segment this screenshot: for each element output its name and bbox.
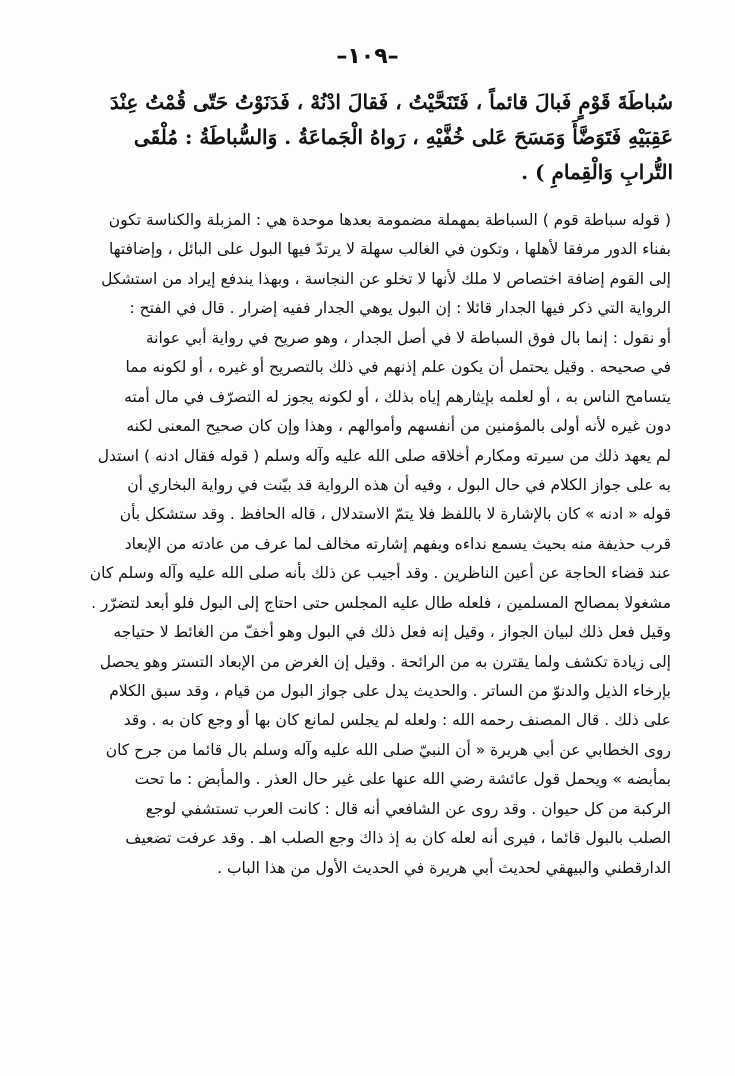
scan-bleed-through xyxy=(60,1012,675,1026)
hadith-line: سُباطَةَ قَوْمٍ فَبالَ قائماً ، فَتَنَحَّيْتُ ، فَقالَ ادْنُهْ ، فَدَنَوْتُ حَتّى قُمْتُ عِنْدَ xyxy=(109,90,673,114)
commentary-line: على ذلك . قال المصنف رحمه الله : ولعله لم يجلس لمانع كان بها أو وجع كان به . وقد xyxy=(123,711,671,730)
commentary-line: بمأبضه » ويحمل قول عائشة رضي الله عنها على غير حال العذر . والمأبض : ما تحت xyxy=(134,770,671,789)
commentary-line: إلى زيادة تكشف ولما يقترن به من الرائحة . وقيل إن الغرض من الإبعاد التستر وهو يحصل xyxy=(99,652,671,671)
hadith-line: التُّرابِ وَالْقِمامِ ) . xyxy=(521,160,673,184)
commentary-line: قرب حذيفة منه بحيث يسمع نداءه ويفهم إشارته مخالف لما عرف من عادته من الإبعاد xyxy=(124,534,671,553)
page-number: –١٠٩– xyxy=(336,44,399,69)
commentary-text-block xyxy=(61,206,671,883)
commentary-line: أو نقول : إنما بال فوق السباطة لا في أصل الجدار ، وهو صريح في رواية أبي عوانة xyxy=(145,328,671,347)
commentary-line: الدارقطني والبيهقي لحديث أبي هريرة في الحديث الأول من هذا الباب . xyxy=(217,858,671,877)
hadith-line: عَقِبَيْهِ فَتَوَضَّأَ وَمَسَحَ عَلى خُفَّيْهِ ، رَواهُ الْجَماعَةُ . وَالسُّباطَةُ : مُلْقَى xyxy=(133,125,673,149)
commentary-line: لم يعهد ذلك من سيرته ومكارم أخلاقه صلى الله عليه وآله وسلم ( قوله فقال ادنه ) استدل xyxy=(97,446,671,465)
commentary-line: ( قوله سباطة قوم ) السباطة بمهملة مضمومة بعدها موحدة هي : المزبلة والكناسة تكون xyxy=(108,211,671,229)
commentary-line: به على جواز الكلام في حال البول ، وفيه أن هذه الرواية قد بيّنت في رواية البخاري أن xyxy=(127,475,671,494)
commentary-line: مشغولا بمصالح المسلمين ، فلعله طال عليه المجلس حتى احتاج إلى البول فلو أبعد لتضرّر . xyxy=(91,593,671,612)
commentary-line: بفناء الدور مرفقا لأهلها ، وتكون في الغالب سهلة لا يرتدّ فيها البول على البائل ، وإضافتها xyxy=(109,240,671,259)
commentary-line: روى الخطابي عن أبي هريرة « أن النبيّ صلى الله عليه وآله وسلم بال قائما من جرح كان xyxy=(105,740,671,759)
commentary-line: بإرخاء الذيل والدنوّ من الساتر . والحديث يدل على جواز البول من قيام ، وقد سبق الكلام xyxy=(109,682,671,700)
commentary-line: وقيل فعل ذلك لبيان الجواز ، وقيل إنه فعل ذلك في البول وهو أخفّ من الغائط لا حتياجه xyxy=(113,623,671,642)
commentary-line: قوله « ادنه » كان بالإشارة لا باللفظ فلا يتمّ الاستدلال ، قاله الحافظ . وقد ستشكل بأن xyxy=(119,505,671,524)
commentary-line: الركبة من كل حيوان . وقد روى عن الشافعي أنه قال : كانت العرب تستشفي لوجع xyxy=(145,799,671,818)
commentary-line: عند قضاء الحاجة عن أعين الناظرين . وقد أجيب عن ذلك بأنه صلى الله عليه وآله وسلم كان xyxy=(89,564,671,583)
commentary-line: في صحيحه . وقيل يحتمل أن يكون علم إذنهم في ذلك بالتصريح أو غيره ، أو لكونه مما xyxy=(125,358,671,377)
commentary-line: الصلب بالبول قائما ، فيرى أنه لعله كان به إذ ذاك وجع الصلب اهـ . وقد عرفت تضعيف xyxy=(125,829,671,848)
commentary-line: الرواية التي ذكر فيها الجدار قائلا : إن البول يوهي الجدار ففيه إضرار . قال في الفتح : xyxy=(129,299,671,318)
commentary-line: دون غيره لأنه أولى بالمؤمنين من أنفسهم وأموالهم ، وهذا وإن كان صحيح المعنى لكنه xyxy=(126,417,671,436)
hadith-text-block xyxy=(61,85,673,190)
commentary-line: إلى القوم إضافة اختصاص لا ملك لأنها لا تخلو عن النجاسة ، وبهذا يندفع إيراد من استشكل xyxy=(101,269,671,288)
commentary-line: يتسامح الناس به ، أو لعلمه بإيثارهم إياه بذلك ، أو لكونه يجوز له التصرّف في مال أمته xyxy=(124,387,671,406)
